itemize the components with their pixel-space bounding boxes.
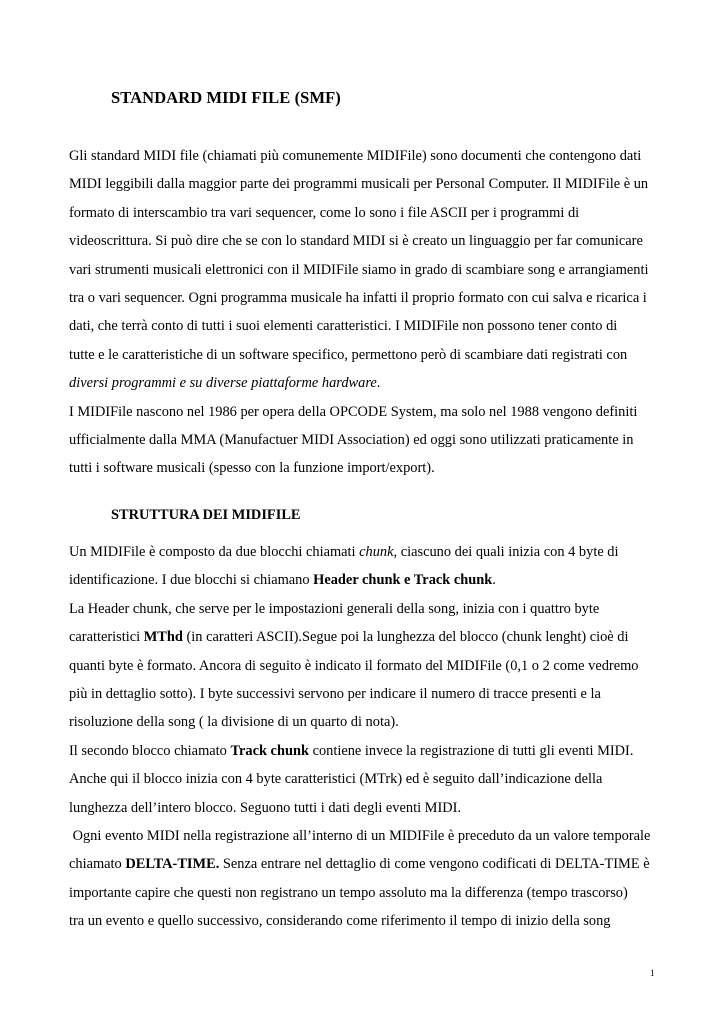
text-line: dati, che terrà conto di tutti i suoi elementi caratteristici. I MIDIFile non possono tener conto di <box>69 318 618 335</box>
text-line: I MIDIFile nascono nel 1986 per opera della OPCODE System, ma solo nel 1988 vengono definiti <box>69 403 638 420</box>
italic-phrase: diversi programmi e su diverse piattaforme hardware <box>69 375 377 392</box>
text-line: videoscrittura. Si può dire che se con lo standard MIDI si è creato un linguaggio per far comunicare <box>69 233 643 250</box>
bold-term: MThd <box>143 629 183 646</box>
text-line: ufficialmente dalla MMA (Manufactuer MIDI Association) ed oggi sono utilizzati praticamente in <box>69 431 634 448</box>
text-fragment: . <box>376 375 381 392</box>
text-line: risoluzione della song ( la divisione di un quarto di nota). <box>69 714 399 731</box>
text-line: tutte e le caratteristiche di un software specifico, permettono però di scambiare dati registrati con <box>69 346 628 363</box>
structure-paragraph <box>69 538 669 935</box>
text-fragment: contiene invece la registrazione di tutti gli eventi MIDI. <box>308 742 634 759</box>
text-line <box>69 538 669 566</box>
text-fragment: , ciascuno dei quali inizia con 4 byte di <box>393 544 619 560</box>
text-line <box>69 566 669 594</box>
text-line: lunghezza dell’intero blocco. Seguono tutti i dati degli eventi MIDI. <box>69 799 462 816</box>
text-line: tutti i software musicali (spesso con la funzione import/export). <box>69 460 435 477</box>
bold-term: Header chunk e Track chunk <box>313 572 493 589</box>
text-line <box>69 369 669 397</box>
text-line: Gli standard MIDI file (chiamati più comunemente MIDIFile) sono documenti che contengono dati <box>69 148 642 164</box>
text-fragment: chiamato <box>69 856 126 873</box>
text-line: MIDI leggibili dalla maggior parte dei programmi musicali per Personal Computer. Il MIDIFile è un <box>69 176 649 193</box>
text-line: formato di interscambio tra vari sequencer, come lo sono i file ASCII per i programmi di <box>69 204 580 221</box>
text-line: importante capire che questi non registrano un tempo assoluto ma la differenza (tempo trascorso) <box>69 884 628 901</box>
text-line <box>69 850 669 878</box>
text-line: Ogni evento MIDI nella registrazione all’interno di un MIDIFile è preceduto da un valore temporale <box>69 827 651 844</box>
text-line: quanti byte è formato. Ancora di seguito è indicato il formato del MIDIFile (0,1 o 2 come vedremo <box>69 657 639 674</box>
text-fragment: (in caratteri ASCII).Segue poi la lunghezza del blocco (chunk lenght) cioè di <box>182 629 629 646</box>
text-fragment: . <box>492 572 496 589</box>
section-heading: STRUTTURA DEI MIDIFILE <box>111 507 301 523</box>
text-fragment: Senza entrare nel dettaglio di come vengono codificati di DELTA-TIME è <box>219 856 650 873</box>
bold-term: Track chunk <box>230 742 309 759</box>
text-line: La Header chunk, che serve per le impostazioni generali della song, inizia con i quattro byte <box>69 600 600 617</box>
text-fragment: Il secondo blocco chiamato <box>69 742 231 759</box>
text-fragment: caratteristici <box>69 629 144 646</box>
text-line: tra un evento e quello successivo, considerando come riferimento il tempo di inizio della song <box>69 913 611 930</box>
text-line: vari strumenti musicali elettronici con il MIDIFile siamo in grado di scambiare song e arrangiamenti <box>69 261 649 278</box>
bold-term: DELTA-TIME. <box>125 856 220 873</box>
text-line <box>69 623 669 651</box>
text-line: Anche qui il blocco inizia con 4 byte caratteristici (MTrk) ed è seguito dall’indicazione della <box>69 771 603 788</box>
page-number: 1 <box>650 968 655 978</box>
text-line <box>69 737 669 765</box>
intro-paragraph <box>69 142 669 483</box>
document-title: STANDARD MIDI FILE (SMF) <box>111 88 341 107</box>
text-line: tra o vari sequencer. Ogni programma musicale ha infatti il proprio formato con cui salva e ricarica i <box>69 289 647 306</box>
text-line: più in dettaglio sotto). I byte successivi servono per indicare il numero di tracce presenti e la <box>69 685 601 702</box>
text-fragment: Un MIDIFile è composto da due blocchi chiamati <box>69 544 360 560</box>
text-fragment: identificazione. I due blocchi si chiamano <box>69 572 314 589</box>
italic-term: chunk <box>359 544 394 560</box>
